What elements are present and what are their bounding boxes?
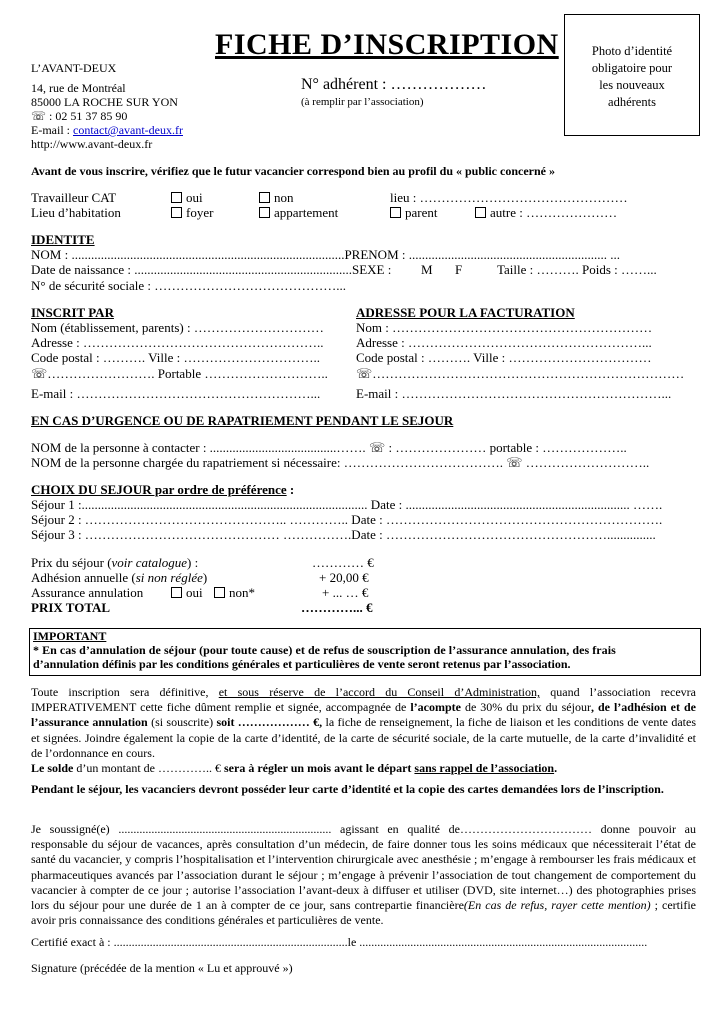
assurance-value[interactable]: + ... … € — [322, 585, 369, 600]
phone-icon: ☏ — [506, 455, 523, 470]
member-number: N° adhérent : ……………… — [301, 76, 487, 93]
email-link[interactable]: contact@avant-deux.fr — [73, 123, 183, 137]
important-line-1: * En cas d’annulation de séjour (pour toute cause) et de refus de souscription de l’assurance annulation, des frais — [33, 643, 616, 657]
adhesion-label: Adhésion annuelle (si non réglée) — [31, 570, 208, 585]
facturation-nom-field[interactable]: Nom : …………………………………………………… — [356, 320, 653, 335]
important-line-2: d’annulation définis par les conditions générales et particulières de vente seront retenus par l’association. — [33, 657, 571, 671]
urgence-contact-field[interactable]: NOM de la personne à contacter : .......................................……. ☏ : ………………… portable : ……………….. — [31, 440, 627, 455]
checkbox[interactable] — [171, 192, 182, 203]
form-title: FICHE D’INSCRIPTION — [215, 28, 559, 61]
org-city: 85000 LA ROCHE SUR YON — [31, 95, 178, 109]
engagement-paragraph: Je soussigné(e) ....................................................................... agissant en qualité de…………………………… donne pouvoir au responsable du séjour de vacances, après consultation d’un médecin, de faire donner tous les soins médicaux que nécessiterait l’état de santé du vacancier, y compris l’hospitalisation et l’intervention chirurgicale avec anesthésie ; m’engage à rembourser les frais médicaux et pharmaceutiques avancés par l’association durant le séjour ; m’engage à prévenir l’association de tout changement de comportement du vacancier à compter de ce jour ; autorise l’association l’avant-deux à diffuser et utiliser (DVD, site internet…) des photographies prises lors du séjour pour une durée de 1 an à compter de ce jour, sans contrepartie financière(En cas de refus, rayer cette mention) ; certifie avoir pris connaissance des conditions générales et particulières de vente. — [31, 822, 697, 928]
checkbox[interactable] — [390, 207, 401, 218]
phone-icon: ☏ — [356, 366, 373, 381]
prix-sejour-value[interactable]: ………… € — [312, 555, 374, 570]
prix-total-label: PRIX TOTAL — [31, 600, 111, 615]
checkbox[interactable] — [259, 192, 270, 203]
checkbox[interactable] — [259, 207, 270, 218]
org-email: E-mail : contact@avant-deux.fr — [31, 123, 183, 137]
conditions-paragraph: Toute inscription sera définitive, et sous réserve de l’accord du Conseil d’Administration, quand l’association recevra IMPERATIVEMENT cette fiche dûment remplie et signée, accompagnée de l’acompte de 30% du prix du séjour, de l’adhésion et de l’assurance annulation (si souscrite) soit ……………… €, la fiche de renseignement, la fiche de liaison et les conditions de vente dates et signées. Joindre également la copie de la carte d’identité, de la carte de sécurité sociale, de la carte mutuelle, de la carte d’invalidité et de l’ordonnance en cours. Le solde d’un montant de ………….. € sera à régler un mois avant le départ sans rappel de l’association. — [31, 685, 696, 776]
org-street: 14, rue de Montréal — [31, 81, 126, 95]
assurance-non-option[interactable]: non* — [214, 585, 255, 601]
sejour-heading: CHOIX DU SEJOUR par ordre de préférence : — [31, 482, 295, 497]
prix-total-value[interactable]: …………... € — [301, 600, 373, 615]
prix-sejour-label: Prix du séjour (voir catalogue) : — [31, 555, 199, 570]
naissance-field[interactable]: Date de naissance : ...................................................................SEXE : — [31, 262, 392, 277]
checkbox[interactable] — [214, 587, 225, 598]
autre-option[interactable]: autre : ………………… — [475, 205, 617, 221]
member-note: (à remplir par l’association) — [301, 96, 424, 108]
parent-option[interactable]: parent — [390, 205, 437, 221]
sejour-3-field[interactable]: Séjour 3 : ……………………………………… …………….Date : ……………………………………………............... — [31, 527, 656, 542]
foyer-option[interactable]: foyer — [171, 205, 213, 221]
phone-icon: ☏ — [31, 109, 47, 123]
intro-text: Avant de vous inscrire, vérifiez que le futur vacancier correspond bien au profil du « public concerné » — [31, 164, 555, 178]
inscrit-heading: INSCRIT PAR — [31, 305, 114, 320]
org-name: L’AVANT-DEUX — [31, 61, 117, 75]
sejour-1-field[interactable]: Séjour 1 :........................................................................................ Date : ..................................................................... ……. — [31, 497, 663, 512]
identite-heading: IDENTITE — [31, 232, 95, 247]
inscrit-cp-field[interactable]: Code postal : ………. Ville : ………………………….. — [31, 350, 320, 365]
inscrit-nom-field[interactable]: Nom (établissement, parents) : ………………………… — [31, 320, 324, 335]
facturation-adresse-field[interactable]: Adresse : ………………………………………………... — [356, 335, 652, 350]
assurance-label: Assurance annulation — [31, 585, 144, 600]
secu-field[interactable]: N° de sécurité sociale : ……………………………………... — [31, 278, 346, 293]
inscrit-adresse-field[interactable]: Adresse : ……………………………………………….. — [31, 335, 324, 350]
org-phone: ☏ : 02 51 37 85 90 — [31, 109, 128, 123]
pendant-sejour-text: Pendant le séjour, les vacanciers devront posséder leur carte d’identité et la copie des cartes demandées lors de l’inscription. — [31, 782, 664, 796]
facturation-cp-field[interactable]: Code postal : ………. Ville : …………………………… — [356, 350, 652, 365]
facturation-heading: ADRESSE POUR LA FACTURATION — [356, 305, 575, 320]
facturation-email-field[interactable]: E-mail : ……………………………………………………... — [356, 386, 672, 401]
signature-label: Signature (précédée de la mention « Lu et approuvé ») — [31, 961, 293, 975]
appartement-option[interactable]: appartement — [259, 205, 338, 221]
lieu-field[interactable]: lieu : ………………………………………… — [390, 190, 628, 205]
cat-label: Travailleur CAT — [31, 190, 117, 205]
important-heading: IMPORTANT — [33, 629, 107, 643]
sexe-f-option[interactable]: F — [455, 262, 463, 277]
inscrit-email-field[interactable]: E-mail : ………………………………………………... — [31, 386, 321, 401]
cat-non-option[interactable]: non — [259, 190, 294, 206]
rapatriement-field[interactable]: NOM de la personne chargée du rapatriement si nécessaire: ………………………………. ☏ ……………………….. — [31, 455, 650, 470]
habitation-label: Lieu d’habitation — [31, 205, 121, 220]
sejour-2-field[interactable]: Séjour 2 : ……………………………………….. ………….. Date : ………………………………………………………. — [31, 512, 663, 527]
checkbox[interactable] — [171, 587, 182, 598]
facturation-tel-field[interactable]: ☏……………………………………………………………… — [356, 366, 685, 381]
taille-poids-field[interactable]: Taille : ………. Poids : ……... — [497, 262, 657, 277]
inscrit-tel-field[interactable]: ☏……………………. Portable ……………………….. — [31, 366, 328, 381]
photo-box: Photo d’identité obligatoire pour les nouveaux adhérents — [564, 14, 700, 136]
cat-oui-option[interactable]: oui — [171, 190, 203, 206]
assurance-oui-option[interactable]: oui — [171, 585, 203, 601]
org-website: http://www.avant-deux.fr — [31, 137, 153, 151]
adhesion-value: + 20,00 € — [319, 570, 369, 585]
urgence-heading: EN CAS D’URGENCE OU DE RAPATRIEMENT PENDANT LE SEJOUR — [31, 413, 454, 428]
phone-icon: ☏ — [368, 440, 386, 455]
checkbox[interactable] — [171, 207, 182, 218]
sexe-m-option[interactable]: M — [421, 262, 433, 277]
nom-prenom-field[interactable]: NOM : ....................................................................................PRENOM : ............................................................. ... — [31, 247, 620, 262]
phone-icon: ☏ — [31, 366, 48, 381]
checkbox[interactable] — [475, 207, 486, 218]
certifie-field[interactable]: Certifié exact à : ..............................................................................le ................................................................................................ — [31, 935, 648, 949]
